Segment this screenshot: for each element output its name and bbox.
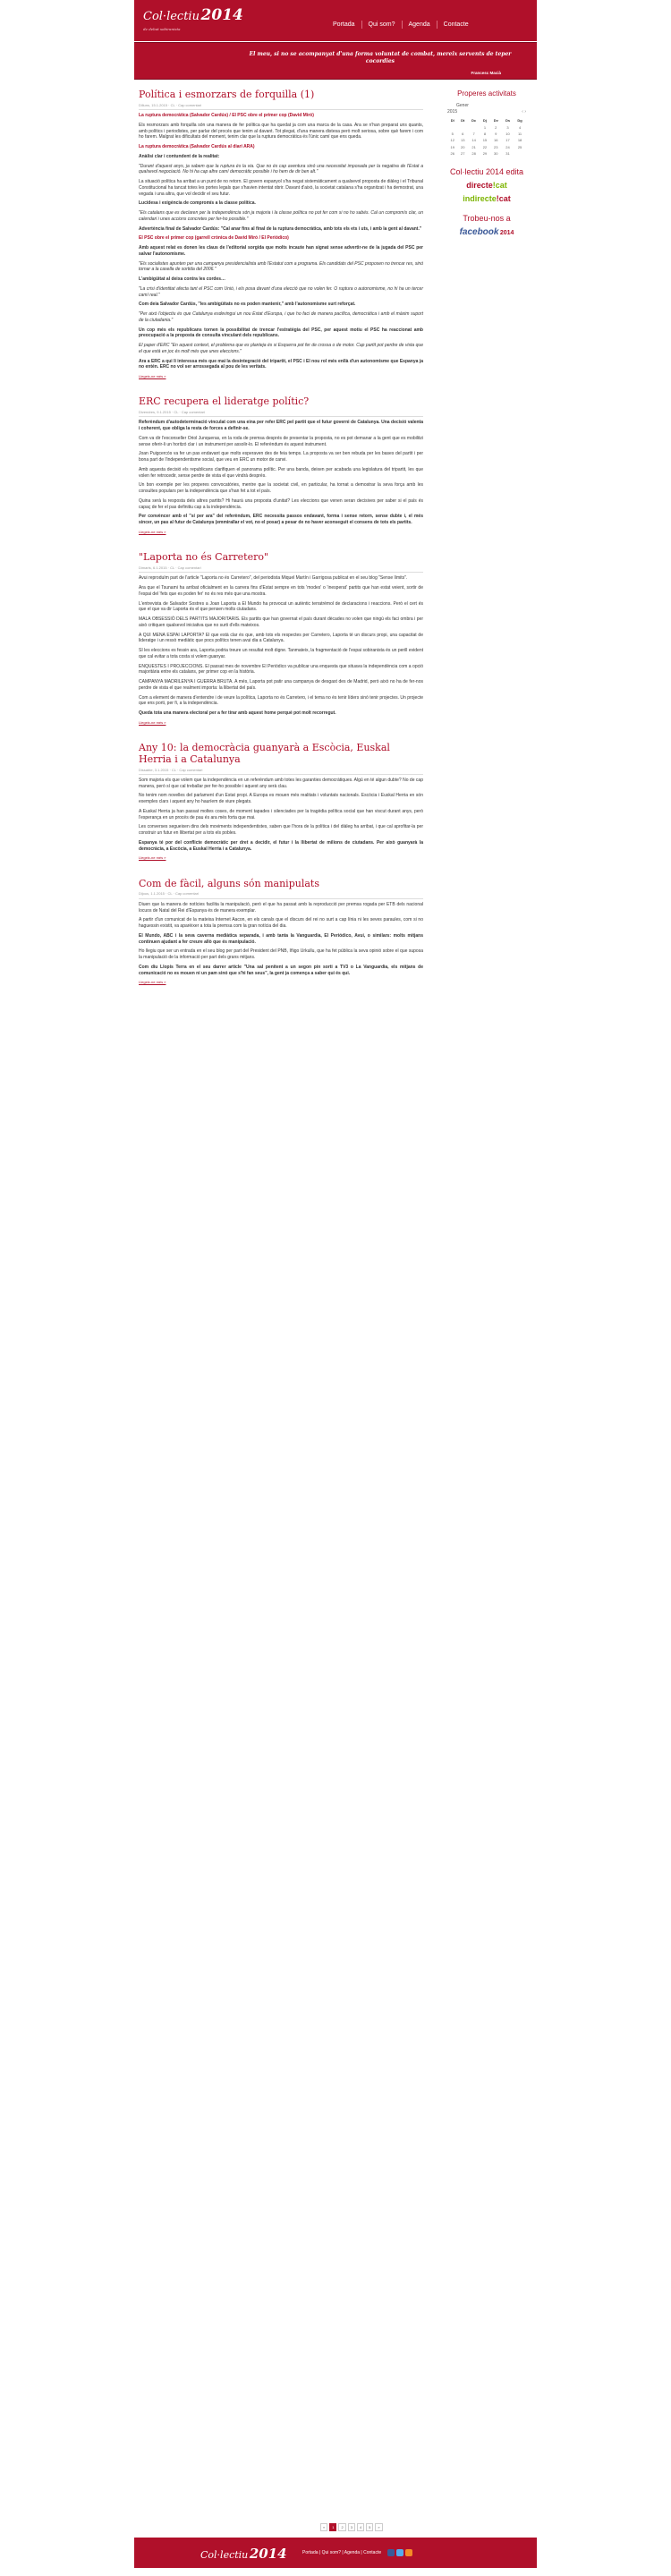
post-paragraph: Amb aquesta decisió els republicans clarifiquen el panorama polític. Per una banda, deixen per acabada una legislatura del tripartit, les que volen fer retrocedir, sense perdre de vista el que vindrà després.	[139, 466, 423, 479]
calendar-day[interactable]: 2	[495, 124, 497, 130]
calendar-day[interactable]: 26	[450, 151, 454, 157]
site-footer	[134, 2538, 537, 2568]
calendar-day[interactable]: 22	[482, 144, 488, 149]
page-link[interactable]: «	[320, 2523, 327, 2531]
read-more-link[interactable]: Llegeix-ne més »	[139, 719, 166, 725]
post-body	[139, 902, 423, 977]
post-paragraph: A partir d'un comunicat de la mateixa Internet Aacon, en els canals que el discurs del rei no surt a cap línia ni les seves paraules, com si no haguessin existit, va aparèixer a tota la premsa com la gran notícia del dia.	[139, 917, 423, 930]
post-paragraph: Per convèncer amb el "sí per ara" del referèndum, ERC necessita passos endavant, forma i sense retorn, sense dubte i, el més sincer, un pas al futur de Catalunya (emmirallar el vot, no el posar) a pesar de no haver aconseguit el consens de tots els partits.	[139, 514, 423, 526]
find-us-title: Trobeu-nos a	[463, 214, 511, 224]
post-paragraph: Ho llegiu que ser un entrada en el seu blog per part del President del PNB, Iñigo Urkullu, que ha fet pública la seva opinió sobre el que suposa la manipulació de la informació per part dels grans mitjans.	[139, 948, 423, 961]
post-paragraph: Un cop més els republicans tornen la possibilitat de trencar l'estratègia del PSC, per aquest motiu el PSC ha reaccionat amb preocupació a la proposta de consulta vinculant dels republicans.	[139, 327, 423, 339]
post-paragraph: Els resmorzars amb forquilla són una manera de fer política que ha quedat ja com una marca de la casa. Ara se n'han preparat uns quants, amb polítics i periodistes, per parlar del procés que tenim al davant. Tot plegat, d'una manera distesa però molt seriosa, sobre què farem i com ho farem. Malgrat les dificultats del moment, tenim clar que la ruptura democràtica és l'únic camí que ens queda.	[139, 122, 423, 140]
calendar-day[interactable]: 19	[450, 144, 454, 149]
calendar-day[interactable]: 27	[461, 151, 465, 157]
blog-post	[139, 552, 423, 725]
calendar-weekday: Dj	[482, 118, 487, 123]
post-meta: Dijous, 1.1.2015 · CL · Cap comentari	[139, 891, 423, 898]
post-paragraph: No tenim nom novelles del parlament d'un Estat propi. A Europa es mouen més realitats i voluntats nacionals. Escòcia i Euskal Herria en són exemples clars i aquest any ho hauríem de viure plegats.	[139, 793, 423, 805]
site-header	[134, 0, 537, 41]
post-paragraph: Diuen que la manera de notícies facilita la manipulació, però el que ha passat amb la reproducció per premsa rogada per ETB dels nacional locuos de Natal del Rei d'Espanya és de manera exemplar.	[139, 901, 423, 914]
calendar-day[interactable]: 25	[517, 144, 522, 149]
calendar-day[interactable]: 5	[451, 132, 454, 137]
calendar-day[interactable]: 29	[482, 151, 488, 157]
calendar-day	[457, 124, 467, 131]
page-link[interactable]: 2	[338, 2523, 345, 2531]
read-more-link[interactable]: Llegeix-ne més »	[139, 374, 166, 379]
blog-post	[139, 396, 423, 534]
calendar-day[interactable]: 24	[505, 144, 510, 149]
calendar-day[interactable]: 20	[461, 144, 465, 149]
page-link[interactable]: 4	[357, 2523, 364, 2531]
post-paragraph: "Els socialistes apunten per una campanya presidencialista amb l'Estatut com a programa. Els candidats del PSC proposen no trencar res, sinó tornar a la casella de sortida del 2006."	[139, 260, 423, 273]
post-title[interactable]: Any 10: la democràcia guanyarà a Escòcia, Euskal Herria i a Catalunya	[139, 742, 390, 765]
blog-post	[139, 879, 423, 985]
calendar-day[interactable]: 31	[505, 151, 510, 157]
calendar-day[interactable]: 3	[506, 124, 509, 130]
post-paragraph: El paper d'ERC "En aquest context, el problema que es planteja és si Esquerra pot fer de crossa o de motor. Cap partit pot perdre de vista que el que està en joc és molt més que unes eleccions."	[139, 343, 423, 354]
post-paragraph: CAMPANYA MADRILENYA I GUERRA BRUTA. A més, Laporta pot patir una campanya de desgast des de Madrid, però això no ha de fer-nos perdre de vista el que realment importa: la llibertat del país.	[139, 679, 423, 691]
logo-year: 2014	[200, 6, 243, 24]
post-title[interactable]: Política i esmorzars de forquilla (1)	[139, 89, 315, 100]
post-body	[139, 575, 423, 717]
calendar-day[interactable]: 1	[483, 124, 487, 130]
post-meta: Dilluns, 15.1.2015 · CL · Cap comentari	[139, 103, 423, 110]
calendar-day[interactable]: 9	[495, 132, 497, 137]
post-paragraph: Ara que el Tsunami ha arribat oficialment en la carrera fins d'Estat sempre en tots 'modes' o 'inesperat' partits que han estat veient, sortir de l'espai del 'fets que es poden fer' no és res més que una mostra.	[139, 585, 423, 597]
site-logo[interactable]	[143, 5, 243, 31]
edita-title: Col·lectiu 2014 edita	[449, 166, 524, 176]
post-paragraph: "Durant d'aquest anys, ja sabem que la ruptura és la via. Que no és cap aventura sinó una necessitat imposada per la negativa de l'Estat a qualsevol negociació. No hi ha cap altre camí democràtic possible i ho hem de dir ben alt."	[139, 163, 423, 175]
post-paragraph: Som majoria els que volem que la independència en un referèndum amb totes les garanties democràtiques. Algú en té algun dubte? No de cap manera, però sí que cal treballar per fer-ho possible i aquest any serà clau.	[139, 777, 423, 789]
post-paragraph: ENQUESTES I PROJECCIONS. El passat mes de novembre El Periódico va publicar una enquesta que situava la independència com a opció majoritària entre els catalans, per primer cop en la història.	[139, 663, 423, 676]
post-paragraph: A Euskal Herria ja han passat moltes coses, de moment tapades i silenciades per la tragèdia política social que han viscut durant anys, però l'esperança en un procés de pau és ara més forta que mai.	[139, 808, 423, 820]
calendar-day[interactable]: 8	[483, 132, 487, 137]
post-paragraph: Un bon exemple per les properes convocatòries, mentre que la societat civil, en particular, ha tornat a demostrar la seva força amb les consultes populars per la independència que s'han fet a tot el país.	[139, 482, 423, 495]
calendar-day[interactable]: 17	[505, 138, 510, 143]
read-more-link[interactable]: Llegeix-ne més »	[139, 529, 166, 534]
post-paragraph: Com deia Salvador Cardús, "les ambigüitats no es poden mantenir," amb l'autonomisme surt reforçat.	[139, 302, 356, 308]
calendar-day	[447, 124, 457, 131]
post-title[interactable]: ERC recupera el lideratge polític?	[139, 395, 310, 408]
calendar-day[interactable]: 6	[462, 132, 464, 137]
calendar-day[interactable]: 12	[450, 138, 454, 143]
read-more-link[interactable]: Llegeix-ne més »	[139, 980, 166, 985]
page-link[interactable]: »	[375, 2523, 382, 2531]
post-title[interactable]: Com de fàcil, alguns són manipulats	[139, 877, 319, 889]
post-paragraph: El Mundo, ABC i la seva caverna mediàtica separada, i amb tanta la Vanguardia, El Periódico, Avui, o similars: molts mitjans continuen ajudant a fer creure allò que és manipulació.	[139, 932, 423, 945]
logo-text: Col·lectiu	[143, 10, 200, 23]
post-paragraph: Espanya té por del conflicte democràtic per dret a decidir, el futur i la llibertat de milions de ciutadans. Per això guanyarà la democràcia, a Escòcia, a Euskal Herria i a Catalunya.	[139, 839, 423, 852]
post-paragraph: Joan Puigcercós va fer un pas endavant que molts esperaven des de feia temps. La proposta va ser ben rebuda per les bases del partit i per bona part de l'independentisme social, que veu en ERC un motor de canvi.	[139, 451, 423, 463]
post-paragraph: Com va dir l'exconseller Oriol Junqueras, en la roda de premsa després de presentar la proposta, no es pot demanar a la gent que es mobilitzi sense oferir-li un horitzó clar i un instrument per assolir-lo. El referèndum és aquest instrument.	[139, 435, 423, 447]
calendar-day	[468, 124, 480, 131]
footer-logo[interactable]: Col·lectiu 2014	[200, 2546, 287, 2562]
post-paragraph: "Els catalans que es declaren per la independència són ja majoria i la classe política no pot fer com si no ho sabés. Cal un compromís clar, un calendari i unes accions concretes per fer-ho possible."	[139, 210, 423, 222]
post-paragraph: Lucidesa i exigència de compromís a la classe política.	[139, 200, 256, 207]
facebook-icon[interactable]	[387, 2549, 395, 2556]
directe-logo[interactable]: directe!cat	[466, 180, 507, 190]
post-body	[139, 420, 423, 526]
banner-author: Francesc Macià	[471, 71, 501, 75]
indirecte-logo[interactable]: indirecte!cat	[463, 193, 511, 203]
footer-social-icons	[387, 2549, 412, 2556]
posts-column	[139, 89, 423, 1003]
calendar-month: Gener 2015	[447, 102, 469, 115]
post-paragraph: L'entrevista de Salvador Sostres a Joan Laporta a El Mundo ha provocat un autèntic terratrèmol de declaracions i reaccions. Però el cert és que el que va dir Laporta és el que pensen molts ciutadans.	[139, 600, 423, 613]
calendar-day[interactable]: 30	[494, 151, 498, 157]
page-link[interactable]: 5	[366, 2523, 373, 2531]
calendar-day[interactable]: 4	[518, 124, 522, 130]
post-paragraph: La situació política ha arribat a un punt de no retorn. El govern espanyol s'ha negat sistemàticament a qualsevol proposta de diàleg i el Tribunal Constitucional ha tancat totes les portes legals que s'havien intentat obrir. Davant d'això, la societat catalana s'ha organitzat i ha demostrat, una vegada i una altra, que vol decidir el seu futur.	[139, 179, 423, 197]
post-meta: Dimarts, 6.1.2015 · CL · Cap comentari	[139, 565, 423, 573]
quote-banner	[134, 42, 537, 80]
post-paragraph: Ara a ERC a qui li interessa més que mai la desintegració del tripartit, el PSC i El nou rol més enllà d'un autonomisme que Espanya ja no entén. ERC no vol ser arrossegada al pou de les veritats.	[139, 358, 423, 370]
facebook-icon: facebook	[459, 227, 499, 238]
blog-post	[139, 89, 423, 378]
post-body	[139, 778, 423, 853]
calendar-day[interactable]: 10	[505, 132, 510, 137]
banner-quote: El meu, si no se acompanyat d'una forma voluntat de combat, mereix servents de teper cocordies	[249, 51, 512, 64]
calendar-day[interactable]: 7	[472, 132, 475, 137]
nav-contacte[interactable]: Contacte	[437, 21, 475, 29]
post-paragraph: "Per això l'objectiu és que Catalunya esdevingui un nou Estat d'Europa, i que ho faci de manera pacífica, democràtica i amb el màxim suport de la ciutadania."	[139, 311, 423, 323]
calendar-day[interactable]: 18	[517, 138, 522, 143]
calendar-day[interactable]: 11	[517, 132, 522, 137]
pagination	[320, 2523, 383, 2531]
calendar-weekday: Dv	[493, 118, 498, 123]
calendar-day[interactable]: 16	[494, 138, 498, 143]
calendar-weekday: Dc	[471, 118, 477, 123]
calendar-weekday: Ds	[505, 118, 511, 123]
nav-portada[interactable]: Portada	[333, 21, 355, 28]
calendar-weekday: Dl	[450, 118, 454, 123]
main-nav	[327, 21, 475, 29]
post-paragraph: L'ambigüitat al deixa contra les cordes…	[139, 276, 226, 283]
blog-post	[139, 743, 423, 861]
page-link[interactable]: 1	[329, 2523, 336, 2531]
post-paragraph: MALA OBSESSIÓ DELS PARTITS MAJORITARIS. Els partits que han governat el país durant dècades no volen que ningú els faci ombra i per això critiquen qualsevol iniciativa que no surti d'ells mateixos.	[139, 616, 423, 628]
calendar-day	[514, 150, 526, 157]
post-paragraph: Avui reproduïm part de l'article "Laporta no és Carretero", del periodista Miquel Martín i Garrigosa publicat en el seu blog "Sense límits".	[139, 575, 408, 582]
calendar-nav-arrows[interactable]: ‹ ›	[522, 108, 526, 115]
post-paragraph: Quina serà la resposta dels altres partits? Hi haurà una proposta d'unitat? Les eleccions que venen seran decisives per saber si el país és capaç de fer el pas definitiu cap a la independència.	[139, 497, 423, 510]
post-paragraph: La ruptura democràtica (Salvador Cardús al diari ARA)	[139, 144, 255, 150]
calendar	[447, 103, 526, 157]
facebook-link[interactable]: facebook 2014	[459, 227, 514, 238]
sidebar	[438, 89, 535, 239]
post-paragraph: Com a element de manera d'entendre i de veure la política, Laporta no és Carretero, i el tema no és tenir líders sinó tenir projectes. Un projecte que ens porti, per fi, a la independència.	[139, 694, 423, 707]
calendar-day[interactable]: 14	[471, 138, 476, 143]
post-paragraph: Anàlisi clar i contundent de la realitat:	[139, 153, 220, 159]
logo-subtitle: de debat sobiranista	[143, 26, 181, 31]
post-paragraph: La ruptura democràtica (Salvador Cardús) / El PSC obre el primer cop (David Miró)	[139, 113, 314, 119]
post-meta: Divendres, 9.1.2015 · CL · Cap comentari	[139, 410, 423, 417]
post-paragraph: Les converses segueixen dins dels moviments independentistes, saben que l'hora de la política i del diàleg ha arribat, i que cal aprofitar-la per construir un futur en llibertat per a tots els pobles.	[139, 824, 423, 837]
post-paragraph: Com diu Llopis Terra en el seu darrer article "Una sal penitent a un segon pin sorti a TV3 o La Vanguardia, els mitjans de comunicació no es mouen ni un pam sinó que s'hi fan seus", la gent ja comença a saber qui és qui.	[139, 964, 423, 976]
post-paragraph: SI les eleccions es fessin ara, Laporta podria treure un resultat molt digne. Tanmateix, la fragmentació de l'espai sobiranista és un perill evident que cal evitar a tota costa si volem guanyar.	[139, 648, 423, 659]
calendar-day[interactable]: 15	[482, 138, 488, 143]
post-meta: Dissabte, 3.1.2015 · CL · Cap comentari	[139, 768, 423, 775]
page-link[interactable]: 3	[348, 2523, 355, 2531]
calendar-weekday: Dg	[517, 118, 522, 123]
post-paragraph: Advertència final de Salvador Cardús: "Cal anar fins al final de la ruptura democràtica, amb tots els ets i uts, i amb la gent al davant."	[139, 225, 422, 232]
post-body	[139, 113, 423, 370]
footer-links[interactable]: Portada | Qui som? | Agenda | Contacte	[302, 2550, 382, 2555]
post-paragraph: El PSC obre el primer cop (garrell crònica de David Miró / El Periódico)	[139, 235, 289, 242]
nav-agenda[interactable]: Agenda	[402, 21, 437, 29]
calendar-day[interactable]: 28	[471, 151, 476, 157]
post-paragraph: A QUI MENA ESPAI LAPORTA? El que està clar és que, amb tots els respectes per Carretero, Laporta té un discurs propi, una capacitat de lideratge i un ressò mediàtic que pocs polítics tenen avui dia a Catalunya.	[139, 632, 423, 644]
calendar-day[interactable]: 13	[461, 138, 465, 143]
activities-title: Properes activitats	[457, 89, 516, 98]
post-paragraph: Queda tota una manera electoral per a fer tirar amb aquest home perquè pot molt recorregut.	[139, 710, 336, 717]
nav-qui-som[interactable]: Qui som?	[361, 21, 402, 29]
post-paragraph: Referèndum d'autodeterminació vinculat com una eina per refer ERC pel partit que el futur governi de Catalunya. Una decisió valenta i coherent, que obliga la resta de forces a definir-se.	[139, 420, 423, 432]
twitter-icon[interactable]	[396, 2549, 403, 2556]
rss-icon[interactable]	[405, 2549, 412, 2556]
post-paragraph: Amb aquest relat es donen les claus de l'editorial sorgida que molts incaute han signat sense advertir-ne de la jugada del PSC per salvar l'autonomisme.	[139, 245, 423, 257]
calendar-grid	[447, 117, 526, 157]
read-more-link[interactable]: Llegeix-ne més »	[139, 855, 166, 861]
calendar-day[interactable]: 21	[471, 144, 476, 149]
post-title[interactable]: "Laporta no és Carretero"	[139, 551, 269, 564]
calendar-day[interactable]: 23	[494, 144, 498, 149]
calendar-weekday: Dt	[461, 118, 465, 123]
post-paragraph: "La crisi d'identitat afecta tant el PSC com Unió, i els posa davant d'una elecció que no volen fer. O ruptura o autonomisme, no hi ha un tercer camí real."	[139, 285, 423, 298]
